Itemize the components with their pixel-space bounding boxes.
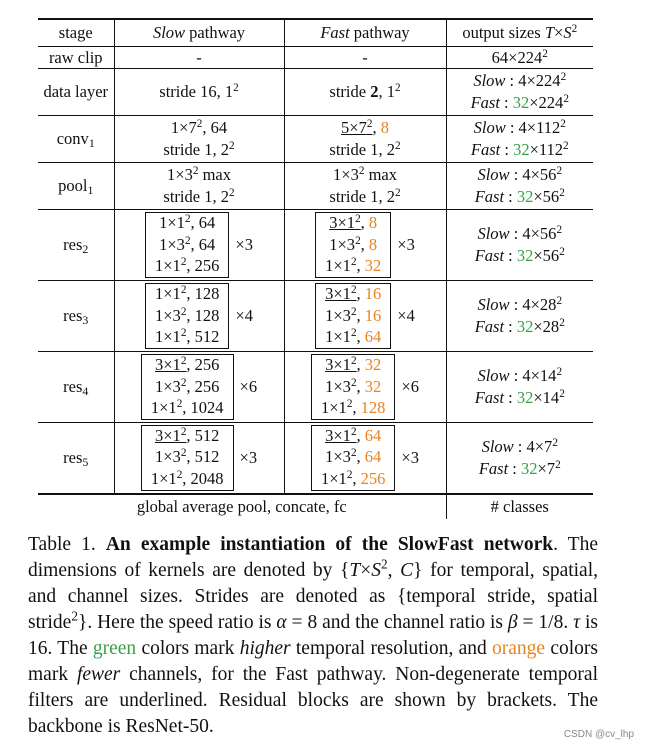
table-caption: Table 1. An example instantiation of the SlowFast network. The dimensions of kernels are denoted by {$T\times S^2$, C} for temporal, spatial, and channel sizes. Strides are denoted as {temporal stride, spatial stride$^2$}. Here the speed ratio is α = 8 and the channel ratio is β = 1/8. τ is 16. The green colors mark higher temporal resolution, and orange colors mark fewer channels, for the Fast pathway. Non-degenerate temporal filters are underlined. Residual blocks are shown by brackets. The backbone is ResNet-50.	[28, 534, 599, 737]
slow-res3	[114, 281, 284, 352]
table-header-row	[38, 19, 593, 47]
row-conv1	[38, 116, 593, 163]
slow-data-layer: stride 16, $1^2$	[114, 69, 284, 116]
repeat-count: ×6	[401, 377, 419, 396]
stage-pool1: pool$_1$	[38, 163, 114, 210]
repeat-count: ×3	[401, 447, 419, 467]
footer-classes: # classes	[446, 494, 593, 519]
row-raw-clip	[38, 47, 593, 69]
repeat-count: ×6	[239, 377, 258, 396]
output-res2: Slow : $4\times 56^2$ Fast : $32\times 56^2$	[446, 210, 593, 281]
residual-block-bracket: $1\times 1^2$, 64 $1\times 3^2$, 64 $1\times 1^2$, 256 ×3	[145, 212, 253, 278]
stage-res5: res$_5$	[38, 423, 114, 494]
repeat-count: ×3	[239, 447, 258, 467]
residual-block-bracket: $3\times 1^2$, 16 $1\times 3^2$, 16 $1\times 1^2$, 64 ×4	[315, 283, 415, 349]
fast-data-layer: stride 2, $1^2$	[284, 69, 446, 116]
residual-block-bracket: $3\times 1^2$, 8 $1\times 3^2$, 8 $1\times 1^2$, 32 ×3	[315, 212, 415, 278]
row-res4	[38, 352, 593, 423]
output-res4: Slow : $4\times 14^2$ Fast : $32\times 14^2$	[446, 352, 593, 423]
fast-res2	[284, 210, 446, 281]
stage-res4: res$_4$	[38, 352, 114, 423]
repeat-count: ×4	[235, 306, 253, 325]
caption-title: An example instantiation of the SlowFast network	[105, 534, 554, 555]
fast-conv1: $5\times 7^2$, 8 stride 1, $2^2$	[284, 116, 446, 163]
repeat-count: ×3	[235, 235, 253, 254]
output-conv1: Slow : $4\times 112^2$ Fast : $32\times 112^2$	[446, 116, 593, 163]
residual-block-bracket: $3\times 1^2$, 64 $1\times 3^2$, 64 $1\times 1^2$, 256 ×3	[311, 425, 419, 491]
caption-label: Table 1.	[28, 534, 106, 555]
stage-raw-clip: raw clip	[38, 47, 114, 69]
residual-block-bracket: $3\times 1^2$, 256 $1\times 3^2$, 256 $1\times 1^2$, 1024 ×6	[141, 354, 257, 420]
row-res5	[38, 423, 593, 494]
repeat-count: ×3	[397, 235, 415, 254]
fast-res5	[284, 423, 446, 494]
slow-res5	[114, 423, 284, 494]
slow-pool1: $1\times 3^2$ max stride 1, $2^2$	[114, 163, 284, 210]
fast-pool1: $1\times 3^2$ max stride 1, $2^2$	[284, 163, 446, 210]
row-res2	[38, 210, 593, 281]
slowfast-architecture-table	[38, 18, 593, 519]
header-slow-pathway: Slow pathway	[114, 19, 284, 47]
row-footer	[38, 494, 593, 519]
caption-green-word: green	[92, 638, 137, 659]
caption-orange-word: orange	[492, 638, 546, 659]
stage-data-layer: data layer	[38, 69, 114, 116]
residual-block-bracket: $3\times 1^2$, 512 $1\times 3^2$, 512 $1\times 1^2$, 2048 ×3	[141, 425, 257, 491]
header-fast-pathway: Fast pathway	[284, 19, 446, 47]
slow-conv1: $1\times 7^2$, 64 stride 1, $2^2$	[114, 116, 284, 163]
row-pool1	[38, 163, 593, 210]
watermark: CSDN @cv_lhp	[563, 729, 634, 740]
slow-raw-clip: -	[114, 47, 284, 69]
output-res5: Slow : $4\times 7^2$ Fast : $32\times 7^2$	[446, 423, 593, 494]
header-stage: stage	[38, 19, 114, 47]
stage-res3: res$_3$	[38, 281, 114, 352]
row-data-layer	[38, 69, 593, 116]
row-res3	[38, 281, 593, 352]
stage-res2: res$_2$	[38, 210, 114, 281]
footer-global-pool: global average pool, concate, fc	[136, 496, 347, 516]
fast-res4	[284, 352, 446, 423]
repeat-count: ×4	[397, 306, 415, 325]
output-res3: Slow : $4\times 28^2$ Fast : $32\times 28^2$	[446, 281, 593, 352]
output-pool1: Slow : $4\times 56^2$ Fast : $32\times 56^2$	[446, 163, 593, 210]
fast-raw-clip: -	[284, 47, 446, 69]
header-output-sizes: output sizes $T\times S^2$	[446, 19, 593, 47]
slow-res2	[114, 210, 284, 281]
residual-block-bracket: $3\times 1^2$, 32 $1\times 3^2$, 32 $1\times 1^2$, 128 ×6	[311, 354, 419, 420]
slow-res4	[114, 352, 284, 423]
output-data-layer: Slow : $4\times 224^2$ Fast : $32\times 224^2$	[446, 69, 593, 116]
output-raw-clip: $64\times 224^2$	[446, 47, 593, 69]
fast-res3	[284, 281, 446, 352]
stage-conv1: conv$_1$	[38, 116, 114, 163]
residual-block-bracket: $1\times 1^2$, 128 $1\times 3^2$, 128 $1\times 1^2$, 512 ×4	[145, 283, 253, 349]
